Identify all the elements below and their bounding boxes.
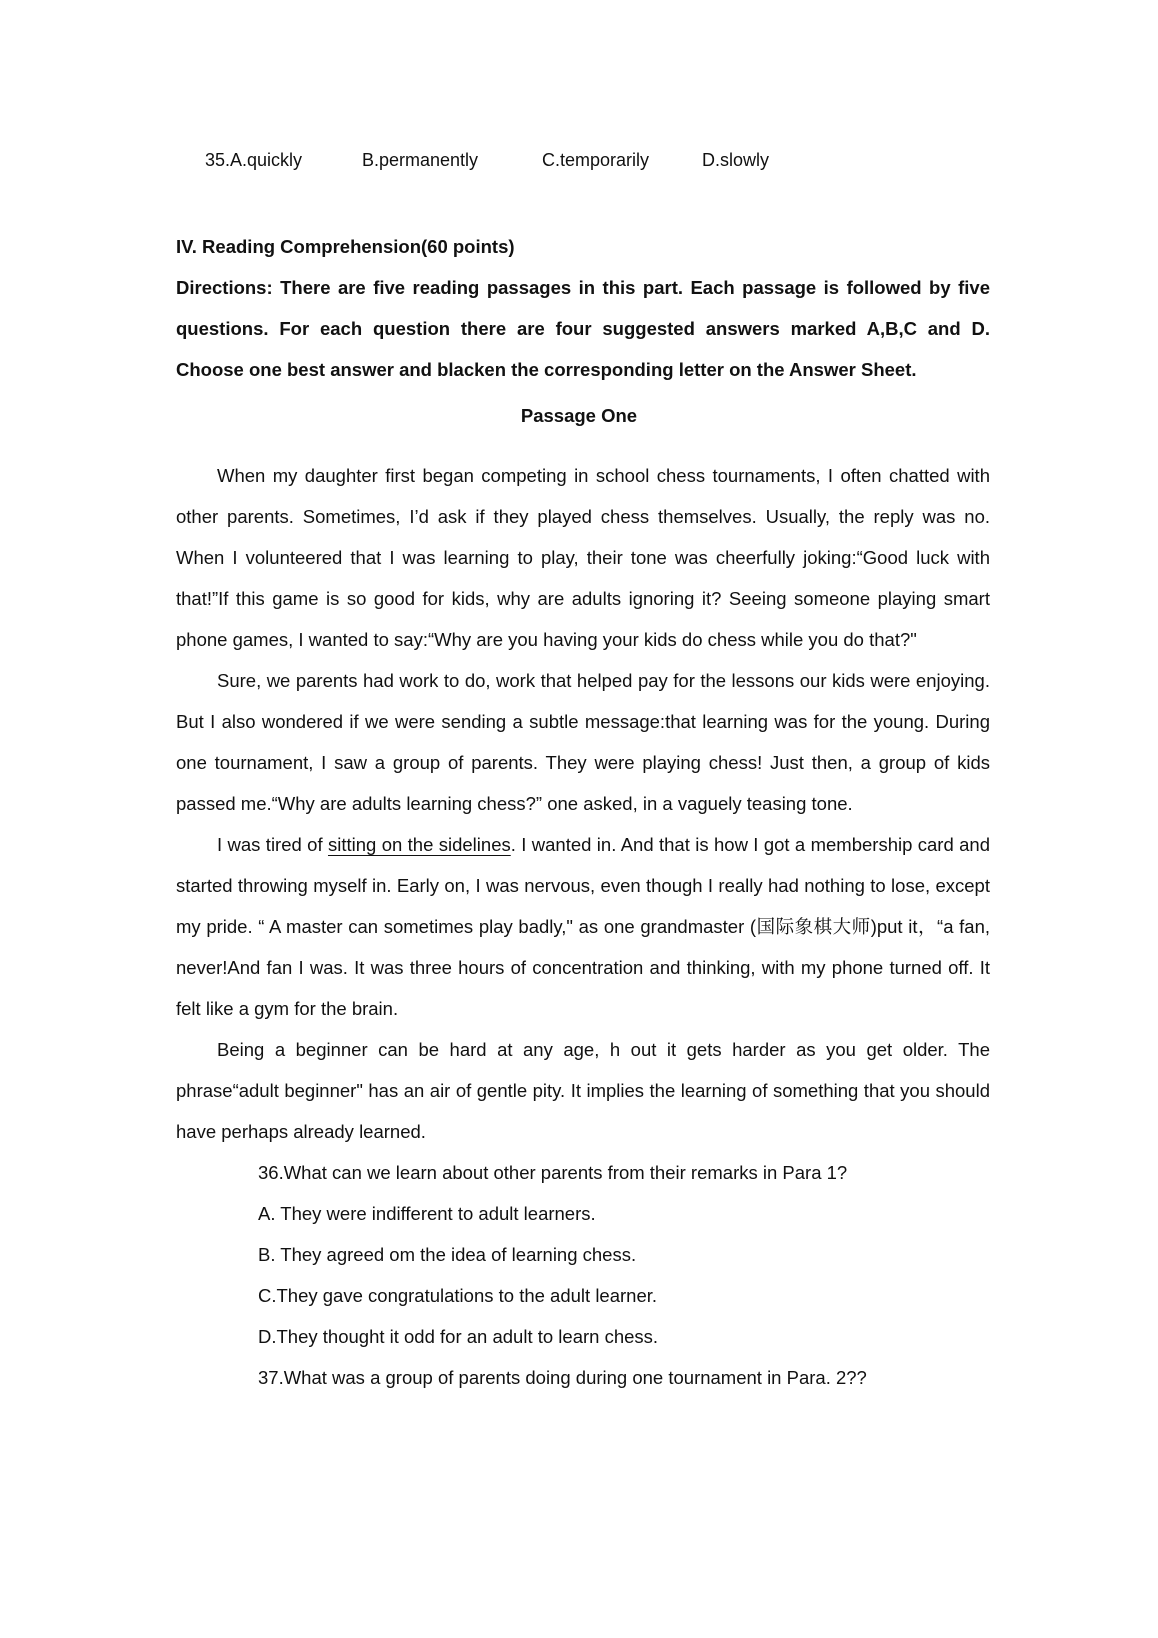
q35-option-c: C.temporarily bbox=[542, 150, 650, 170]
p3-text-after: . I wanted in. And that is how I got a membership card and started throwing myself in. Early on, I was nervous, even though I really had nothing to lose, except my pride. “ A master can sometimes play badly," as one grandmaster (国际象棋大师)put it，“a fan, never!And fan I was. It was three hours of concentration and thinking, with my phone turned off. It felt like a gym for the brain. bbox=[176, 834, 990, 1019]
q36-option-b: B. They agreed om the idea of learning chess. bbox=[258, 1244, 637, 1265]
passage-paragraph-2: Sure, we parents had work to do, work that helped pay for the lessons our kids were enjoying. But I also wondered if we were sending a subtle message:that learning was for the young. During one tournament, I saw a group of parents. They were playing chess! Just then, a group of kids passed me.“Why are adults learning chess?” one asked, in a vaguely teasing tone. bbox=[176, 670, 990, 814]
question-36: 36.What can we learn about other parents from their remarks in Para 1? bbox=[258, 1162, 848, 1183]
q35-option-a: 35.A.quickly bbox=[205, 150, 303, 170]
q36-option-d: D.They thought it odd for an adult to learn chess. bbox=[258, 1326, 659, 1347]
q35-option-d: D.slowly bbox=[702, 150, 770, 170]
p3-text-before: I was tired of bbox=[217, 834, 328, 855]
underlined-phrase: sitting on the sidelines bbox=[327, 834, 511, 855]
question-35-options bbox=[205, 150, 769, 171]
directions-text: Directions: There are five reading passages in this part. Each passage is followed by five questions. For each question there are four suggested answers marked A,B,C and D. Choose one best answer and blacken the corresponding letter on the Answer Sheet. bbox=[176, 277, 990, 380]
passage-paragraph-1: When my daughter first began competing in school chess tournaments, I often chatted with other parents. Sometimes, I’d ask if they played chess themselves. Usually, the reply was no. When I volunteered that I was learning to play, their tone was cheerfully joking:“Good luck with that!”If this game is so good for kids, why are adults ignoring it? Seeing someone playing smart phone games, I wanted to say:“Why are you having your kids do chess while you do that?" bbox=[176, 465, 990, 650]
question-37: 37.What was a group of parents doing during one tournament in Para. 2?? bbox=[258, 1367, 867, 1388]
q35-option-b: B.permanently bbox=[362, 150, 479, 170]
passage-title: Passage One bbox=[520, 405, 638, 426]
passage-body bbox=[176, 455, 990, 1398]
q36-option-a: A. They were indifferent to adult learners. bbox=[258, 1203, 596, 1224]
q36-option-c: C.They gave congratulations to the adult learner. bbox=[258, 1285, 658, 1306]
passage-paragraph-4: Being a beginner can be hard at any age, h out it gets harder as you get older. The phrase“adult beginner" has an air of gentle pity. It implies the learning of something that you should have perhaps already learned. bbox=[176, 1039, 990, 1142]
passage-paragraph-3 bbox=[176, 824, 990, 1029]
section-title: IV. Reading Comprehension(60 points) bbox=[176, 236, 515, 257]
